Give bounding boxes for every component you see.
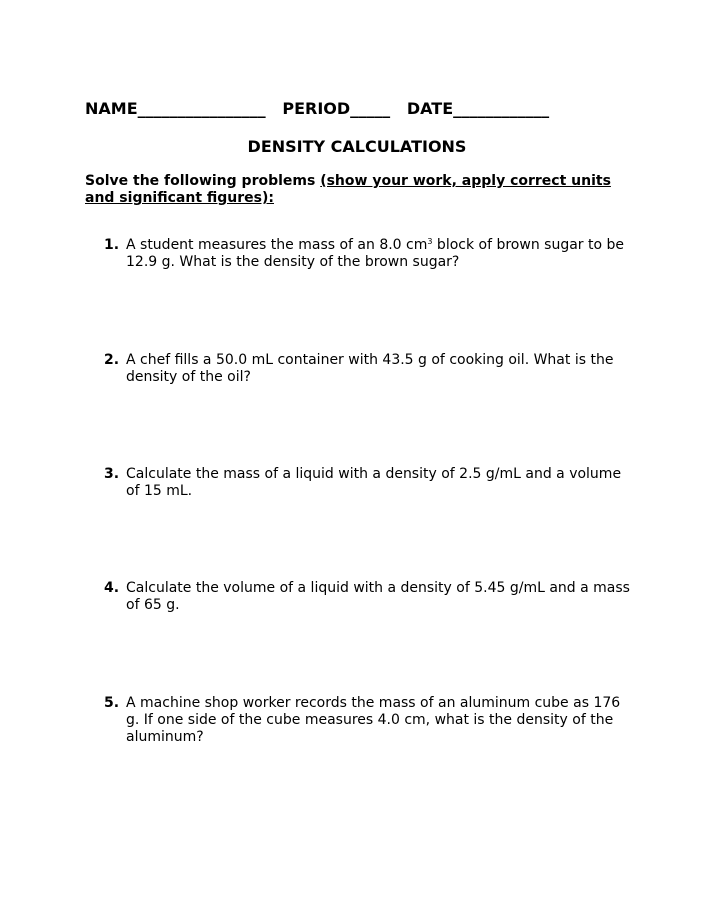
problem-number: 1. (104, 237, 120, 253)
instructions-underlined: (show your work, apply correct units and significant figures): (85, 173, 611, 206)
problem-number: 3. (104, 466, 120, 482)
problem-3 (104, 466, 634, 500)
problem-text: A machine shop worker records the mass of an aluminum cube as 176 g. If one side of the cube measures 4.0 cm, what is the density of the aluminum? (126, 695, 621, 745)
problem-text-part: A student measures the mass of an 8.0 cm (126, 237, 428, 253)
problem-number: 4. (104, 580, 120, 596)
problem-2 (104, 352, 634, 386)
problem-text-part: block of brown sugar to be 12.9 g. What is the density of the brown sugar? (126, 237, 624, 270)
problem-text: A chef fills a 50.0 mL container with 43.5 g of cooking oil. What is the density of the oil? (126, 352, 614, 385)
instructions-lead: Solve the following problems (85, 173, 321, 189)
superscript-cubed: 3 (427, 237, 433, 246)
problem-text: Calculate the mass of a liquid with a density of 2.5 g/mL and a volume of 15 mL. (126, 466, 622, 499)
problem-4 (104, 580, 634, 614)
problem-text (126, 237, 634, 271)
problem-text: Calculate the volume of a liquid with a density of 5.45 g/mL and a mass of 65 g. (126, 580, 630, 613)
problem-5 (104, 695, 634, 746)
problem-1 (104, 237, 634, 271)
instructions (85, 173, 625, 207)
page-title: DENSITY CALCULATIONS (247, 137, 467, 156)
student-info-header: NAME________________ PERIOD_____ DATE____________ (85, 99, 550, 118)
problem-number: 2. (104, 352, 120, 368)
problem-number: 5. (104, 695, 120, 711)
